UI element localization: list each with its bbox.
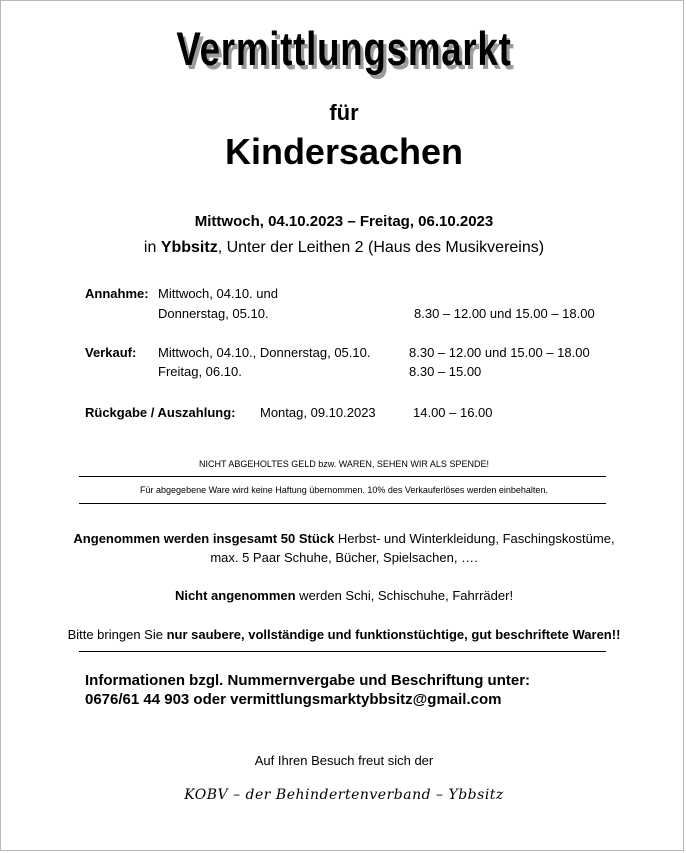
- divider: [79, 503, 606, 504]
- annahme-line2: Donnerstag, 05.10.: [158, 306, 269, 321]
- location-rest: , Unter der Leithen 2 (Haus des Musikvereins): [217, 239, 545, 256]
- rueckgabe-label: Rückgabe / Auszahlung:: [85, 405, 236, 420]
- bring-notice: [1, 627, 686, 642]
- accepted-line2: max. 5 Paar Schuhe, Bücher, Spielsachen, ….: [210, 550, 478, 565]
- subtitle-main: Kindersachen: [224, 131, 464, 172]
- verkauf-time1: 8.30 – 12.00 und 15.00 – 18.00: [409, 345, 590, 360]
- location: [1, 239, 686, 257]
- bring-bold: nur saubere, vollständige und funktionstüchtige, gut beschriftete Waren!!: [166, 627, 621, 642]
- verkauf-label: Verkauf:: [85, 345, 137, 360]
- rueckgabe-day: Montag, 09.10.2023: [260, 405, 376, 420]
- not-accepted-bold: Nicht angenommen: [174, 588, 296, 603]
- bring-normal: Bitte bringen Sie: [67, 627, 167, 642]
- annahme-label: Annahme:: [85, 286, 149, 301]
- location-prefix: in: [143, 239, 161, 256]
- annahme-line1: Mittwoch, 04.10. und: [158, 286, 278, 301]
- location-town: Ybbsitz: [160, 239, 218, 256]
- verkauf-time2: 8.30 – 15.00: [409, 364, 482, 379]
- divider: [79, 476, 606, 477]
- accepted-bold: Angenommen werden insgesamt 50 Stück: [73, 531, 335, 546]
- rueckgabe-time: 14.00 – 16.00: [413, 405, 493, 420]
- subtitle-fuer: für: [329, 100, 359, 125]
- not-accepted: [1, 588, 686, 603]
- accepted-line1: [1, 531, 686, 546]
- notice-liability: Für abgegebene Ware wird keine Haftung übernommen. 10% des Verkauferlöses werden einbehalten.: [140, 485, 548, 495]
- visit-text: Auf Ihren Besuch freut sich der: [254, 753, 434, 768]
- verkauf-line1: Mittwoch, 04.10., Donnerstag, 05.10.: [158, 345, 371, 360]
- notice-money: NICHT ABGEHOLTES GELD bzw. WAREN, SEHEN WIR ALS SPENDE!: [199, 459, 489, 469]
- divider: [79, 651, 606, 652]
- page-title: Vermittlungsmarkt: [176, 22, 512, 75]
- accepted-rest: Herbst- und Winterkleidung, Faschingskostüme,: [334, 531, 615, 546]
- signature: KOBV – der Behindertenverband – Ybbsitz: [184, 787, 504, 803]
- not-accepted-rest: werden Schi, Schischuhe, Fahrräder!: [295, 588, 514, 603]
- verkauf-line2: Freitag, 06.10.: [158, 364, 242, 379]
- annahme-time: 8.30 – 12.00 und 15.00 – 18.00: [414, 306, 595, 321]
- info-line1: Informationen bzgl. Nummernvergabe und Beschriftung unter:: [85, 672, 531, 689]
- date-range: Mittwoch, 04.10.2023 – Freitag, 06.10.2023: [194, 213, 494, 230]
- info-line2: 0676/61 44 903 oder vermittlungsmarktybbsitz@gmail.com: [85, 691, 502, 708]
